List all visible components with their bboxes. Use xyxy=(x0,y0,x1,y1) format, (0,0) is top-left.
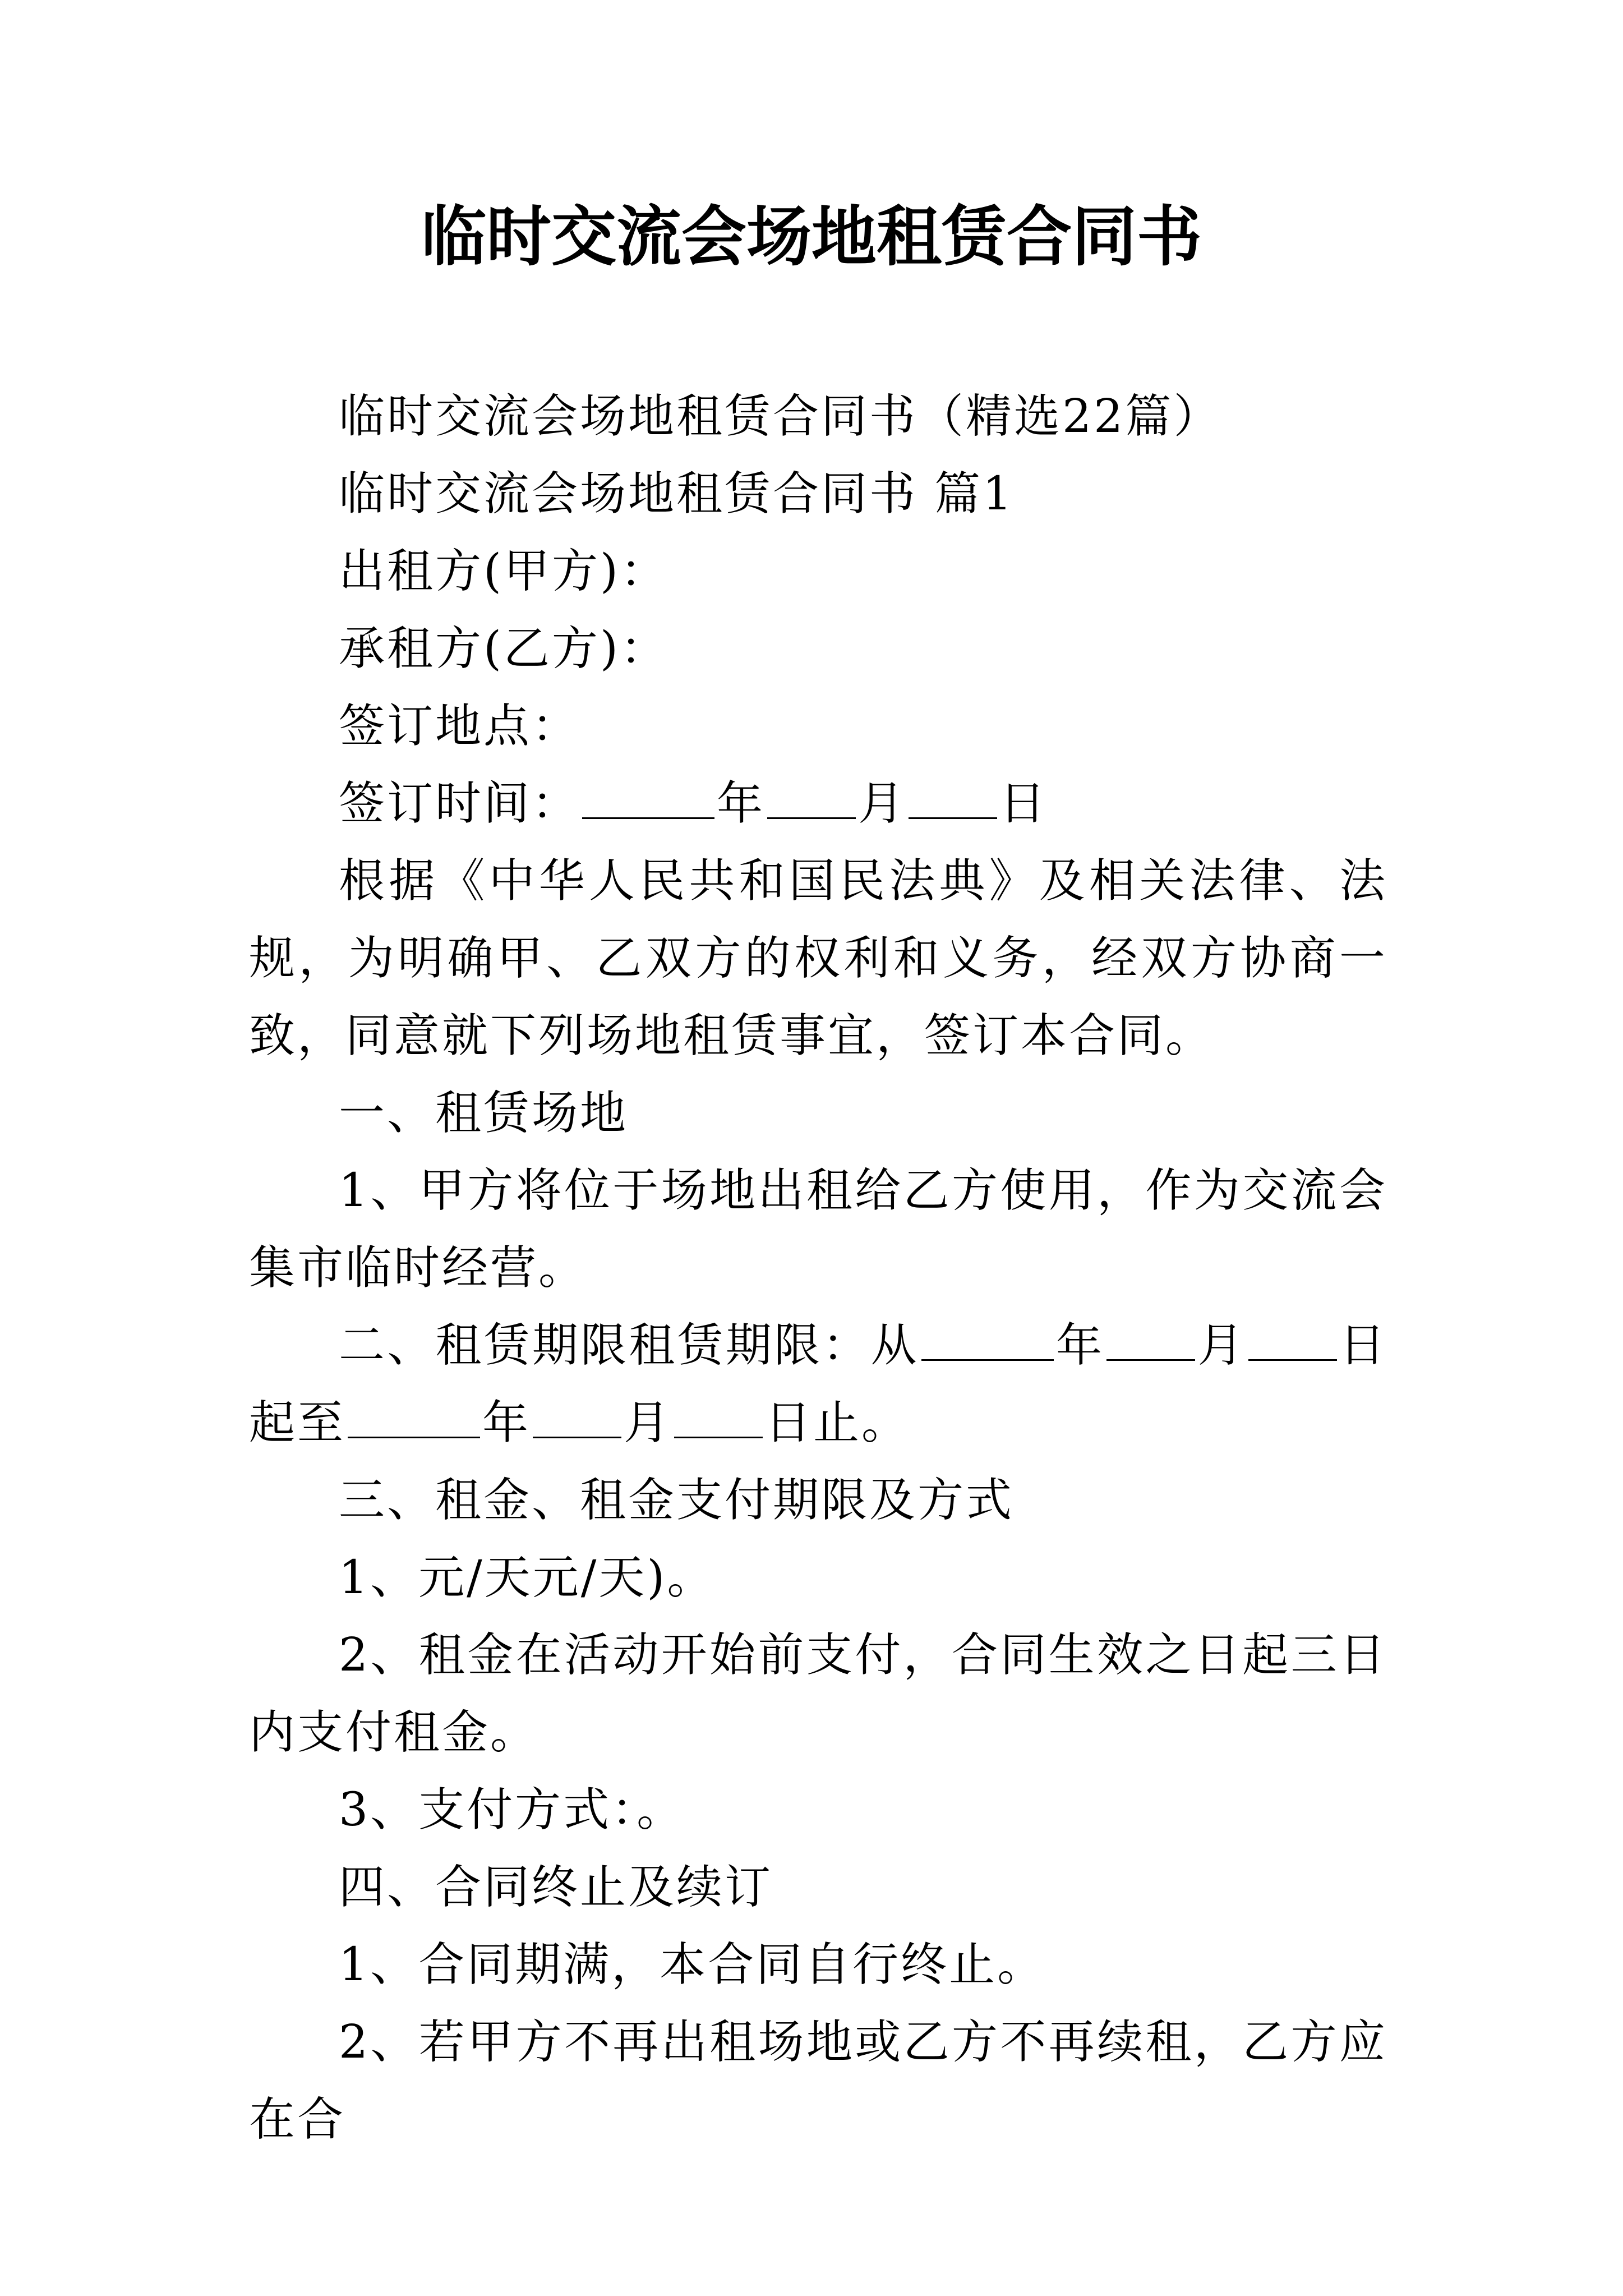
start-month-text: 月 xyxy=(1197,1319,1246,1372)
end-month-text: 月 xyxy=(624,1396,672,1450)
paragraph-signing-place: 签订地点： xyxy=(339,700,580,753)
paragraph-signing-date xyxy=(249,765,1387,843)
document-title: 临时交流会场地租赁合同书 xyxy=(421,199,1202,275)
paragraph-article-4-heading: 四、合同终止及续订 xyxy=(339,1861,773,1914)
paragraph-article-1-heading: 一、租赁场地 xyxy=(339,1087,629,1140)
signing-date-label: 签订时间： xyxy=(339,777,580,830)
month-text: 月 xyxy=(858,777,907,830)
paragraph-article-3-heading: 三、租金、租金支付期限及方式 xyxy=(339,1474,1015,1527)
start-day-blank xyxy=(1248,1320,1337,1361)
end-year-blank xyxy=(348,1397,480,1438)
year-blank xyxy=(582,778,714,819)
year-text: 年 xyxy=(717,777,766,830)
paragraph-lessee: 承租方(乙方)： xyxy=(339,622,668,675)
paragraph-subtitle: 临时交流会场地租赁合同书（精选22篇） xyxy=(339,390,1222,443)
start-day-text: 日起至 xyxy=(249,1319,1387,1450)
start-month-blank xyxy=(1106,1320,1195,1361)
day-blank xyxy=(909,778,997,819)
paragraph-article-4-item-2: 2、若甲方不再出租场地或乙方不再续租，乙方应在合 xyxy=(249,2016,1387,2146)
paragraph-article-3-item-1: 1、元/天元/天)。 xyxy=(339,1551,716,1604)
paragraph-article-3-item-2: 2、租金在活动开始前支付，合同生效之日起三日内支付租金。 xyxy=(249,1628,1387,1759)
end-day-blank xyxy=(674,1397,763,1438)
day-text: 日 xyxy=(999,777,1048,830)
paragraph-article-2-term xyxy=(249,1307,1387,1462)
end-year-text: 年 xyxy=(482,1396,531,1450)
document-body xyxy=(249,378,1387,2159)
start-year-blank xyxy=(921,1320,1054,1361)
paragraph-lessor: 出租方(甲方)： xyxy=(339,545,668,598)
paragraph-article-4-item-1: 1、合同期满，本合同自行终止。 xyxy=(339,1938,1046,1991)
end-day-text: 日止。 xyxy=(765,1396,910,1450)
end-month-blank xyxy=(533,1397,621,1438)
paragraph-section-heading: 临时交流会场地租赁合同书 篇1 xyxy=(339,467,1015,521)
month-blank xyxy=(767,778,856,819)
term-lead-text: 二、租赁期限租赁期限：从 xyxy=(339,1319,919,1372)
paragraph-article-3-item-3: 3、支付方式：。 xyxy=(339,1783,685,1837)
start-year-text: 年 xyxy=(1055,1319,1105,1372)
paragraph-preamble: 根据《中华人民共和国民法典》及相关法律、法规，为明确甲、乙双方的权利和义务，经双方协商一致，同意就下列场地租赁事宜，签订本合同。 xyxy=(249,854,1387,1062)
paragraph-article-1-item-1: 1、甲方将位于场地出租给乙方使用，作为交流会集市临时经营。 xyxy=(249,1164,1387,1295)
